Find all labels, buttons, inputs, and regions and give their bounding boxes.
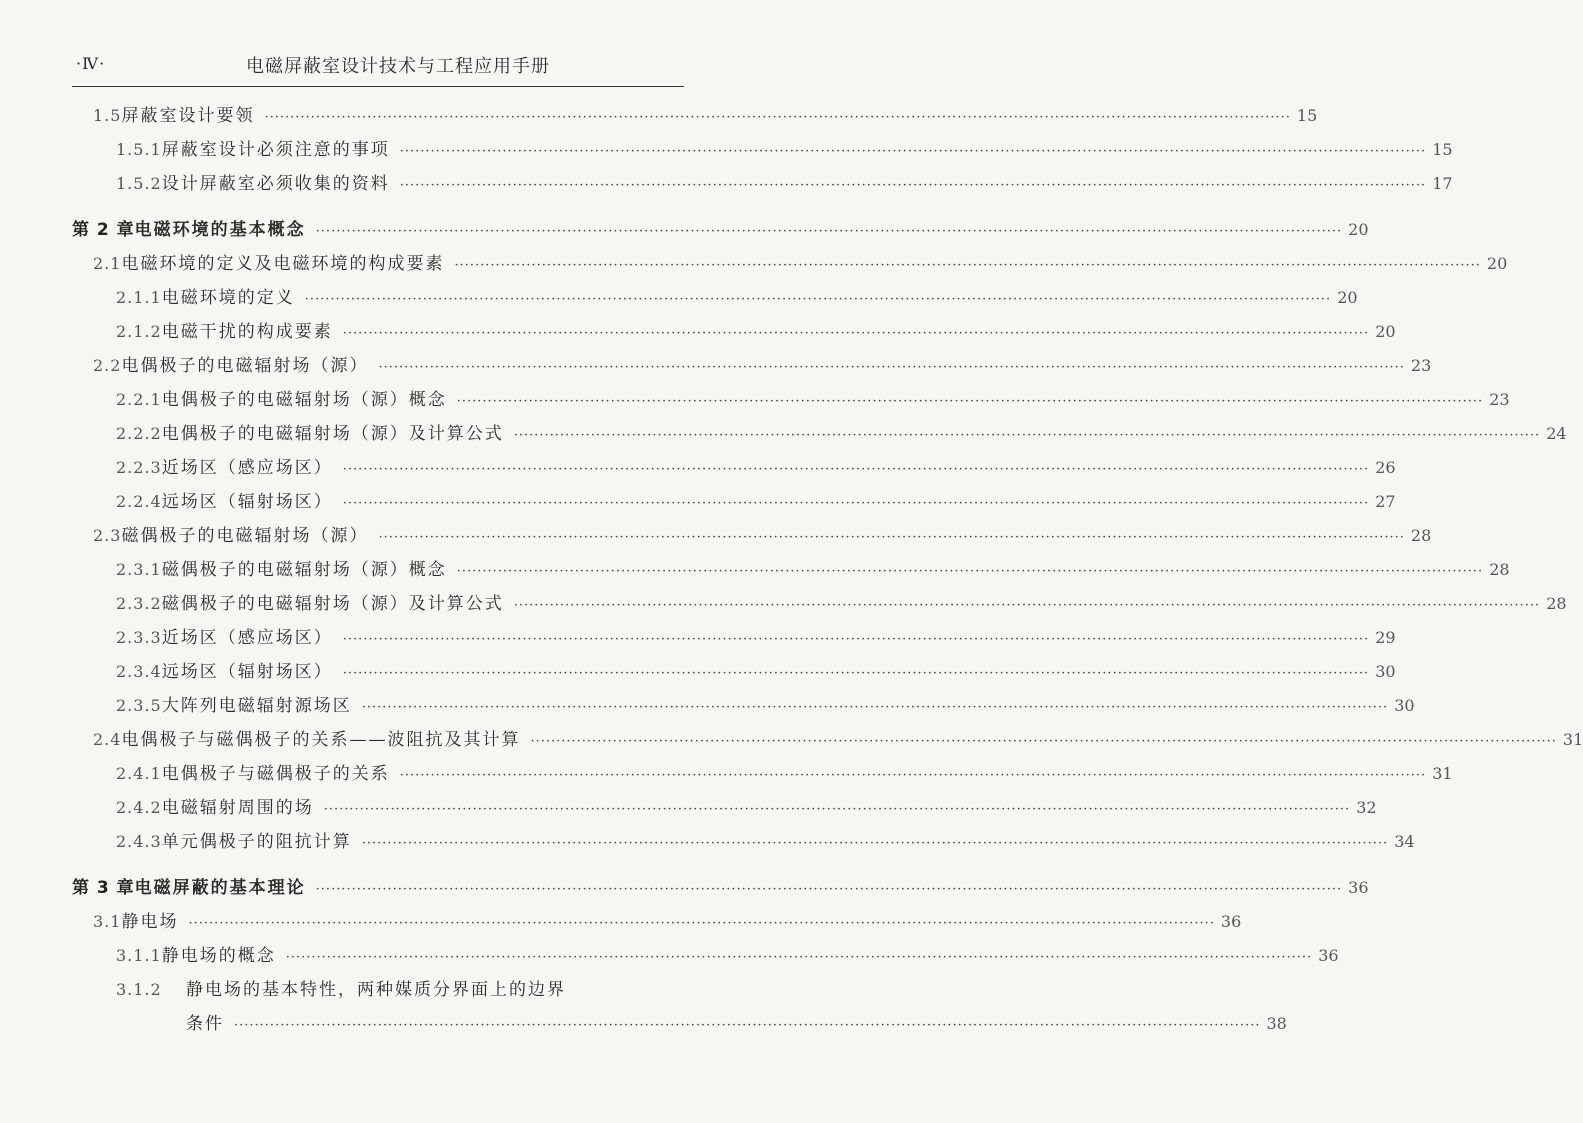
toc-entry-page: 20 <box>1375 322 1396 341</box>
toc-entry-page: 15 <box>1432 140 1453 159</box>
toc-entry-number: 2.2.4 <box>116 492 162 511</box>
toc-entry-page: 15 <box>1296 106 1318 125</box>
dot-leader: ········································································································································································································ <box>342 462 1370 477</box>
dot-leader: ········································································································································································································ <box>342 666 1370 681</box>
dot-leader: ········································································································································································································ <box>513 428 1541 443</box>
toc-chapter-entry[interactable] <box>0 871 1369 905</box>
dot-leader: ········································································································································································································ <box>454 258 1481 273</box>
dot-leader: ········································································································································································································ <box>399 178 1427 193</box>
toc-entry[interactable] <box>0 689 1415 723</box>
toc-entry-page: 32 <box>1356 798 1377 817</box>
toc-entry-title: 电偶极子的电磁辐射场（源） <box>121 356 369 376</box>
toc-entry-number: 2.3.5 <box>116 696 162 715</box>
toc-entry-title: 屏蔽室设计必须注意的事项 <box>161 140 390 160</box>
toc-entry[interactable] <box>0 281 1358 315</box>
book-title: 电磁屏蔽室设计技术与工程应用手册 <box>246 56 550 77</box>
toc-entry-page: 36 <box>1220 912 1242 931</box>
dot-leader: ········································································································································································································ <box>264 110 1291 125</box>
toc-entry[interactable] <box>0 825 1415 859</box>
toc-entry-title: 电磁环境的定义 <box>161 288 295 308</box>
toc-entry-page: 27 <box>1375 492 1396 511</box>
dot-leader: ········································································································································································································ <box>378 530 1405 545</box>
toc-entry-number: 3.1.1 <box>116 946 162 965</box>
toc-entry-number: 2.4.2 <box>116 798 162 817</box>
toc-entry-title: 大阵列电磁辐射源场区 <box>161 696 352 716</box>
toc-entry-title: 磁偶极子的电磁辐射场（源）概念 <box>161 560 447 580</box>
toc-entry-page: 20 <box>1337 288 1358 307</box>
toc-entry[interactable] <box>0 973 793 1007</box>
toc-entry-page: 34 <box>1394 832 1415 851</box>
dot-leader: ········································································································································································································ <box>285 950 1313 965</box>
header-rule <box>72 86 684 87</box>
toc-entry-number: 2.4 <box>93 730 122 749</box>
dot-leader: ········································································································································································································ <box>361 700 1389 715</box>
toc-entry-page: 29 <box>1375 628 1396 647</box>
toc-entry[interactable] <box>0 485 1396 519</box>
toc-entry[interactable] <box>0 315 1396 349</box>
toc-entry-number: 第 2 章 <box>72 220 135 240</box>
toc-entry[interactable] <box>0 519 1432 553</box>
dot-leader: ········································································································································································································ <box>378 360 1405 375</box>
dot-leader: ········································································································································································································ <box>456 564 1484 579</box>
toc-entry-title: 静电场的概念 <box>161 946 276 966</box>
toc-entry-title: 电磁干扰的构成要素 <box>161 322 333 342</box>
toc-entry[interactable] <box>0 417 1567 451</box>
toc-entry-page: 28 <box>1489 560 1510 579</box>
toc-entry-number: 2.2.3 <box>116 458 162 477</box>
dot-leader: ········································································································································································································ <box>399 144 1427 159</box>
toc-entry[interactable] <box>0 939 1339 973</box>
toc-entry[interactable] <box>0 553 1510 587</box>
toc-entry-number: 2.1 <box>93 254 122 273</box>
dot-leader: ········································································································································································································ <box>342 326 1370 341</box>
toc-entry-page: 31 <box>1562 730 1583 749</box>
toc-entry[interactable] <box>0 757 1453 791</box>
toc-entry-number: 2.3.1 <box>116 560 162 579</box>
toc-entry-page: 36 <box>1348 878 1369 897</box>
toc-entry-number: 2.4.1 <box>116 764 162 783</box>
toc-entry-number: 3.1 <box>93 912 122 931</box>
toc-entry[interactable] <box>0 451 1396 485</box>
toc-entry-number: 2.2.1 <box>116 390 162 409</box>
toc-entry-number: 1.5.2 <box>116 174 162 193</box>
dot-leader: ········································································································································································································ <box>342 632 1370 647</box>
toc-entry-number: 2.3 <box>93 526 122 545</box>
toc-chapter-entry[interactable] <box>0 213 1369 247</box>
dot-leader: ········································································································································································································ <box>315 224 1343 239</box>
toc-entry-title: 近场区（感应场区） <box>161 628 333 648</box>
dot-leader: ········································································································································································································ <box>513 598 1541 613</box>
toc-entry-number: 2.3.3 <box>116 628 162 647</box>
toc-entry[interactable] <box>0 621 1396 655</box>
toc-entry[interactable] <box>0 791 1377 825</box>
toc-entry-page: 28 <box>1410 526 1432 545</box>
toc-entry-title: 电偶极子的电磁辐射场（源）概念 <box>161 390 447 410</box>
toc-entry-title: 条件 <box>186 1014 224 1034</box>
toc-entry-title: 静电场的基本特性，两种媒质分界面上的边界 <box>186 980 566 1000</box>
page-number: ·Ⅳ· <box>76 54 106 73</box>
running-header <box>72 52 684 80</box>
dot-leader: ········································································································································································································ <box>342 496 1370 511</box>
dot-leader: ········································································································································································································ <box>234 1018 1261 1033</box>
toc-entry-number: 1.5.1 <box>116 140 162 159</box>
dot-leader: ········································································································································································································ <box>315 882 1343 897</box>
toc-entry-title: 近场区（感应场区） <box>161 458 333 478</box>
toc-entry[interactable] <box>0 723 1583 757</box>
toc-entry-number: 第 3 章 <box>72 878 135 898</box>
toc-entry-number: 2.2 <box>93 356 122 375</box>
toc-entry-title: 远场区（辐射场区） <box>161 662 333 682</box>
toc-entry-title: 电磁环境的基本概念 <box>134 220 306 240</box>
toc-entry-page: 30 <box>1394 696 1415 715</box>
toc-entry-title: 磁偶极子的电磁辐射场（源） <box>121 526 369 546</box>
toc-entry-title: 静电场 <box>121 912 179 932</box>
toc-entry-title: 电磁环境的定义及电磁环境的构成要素 <box>121 254 445 274</box>
toc-entry-title: 电磁屏蔽的基本理论 <box>134 878 306 898</box>
toc-entry[interactable] <box>0 587 1567 621</box>
toc-entry[interactable] <box>0 905 1242 939</box>
toc-entry-page: 20 <box>1348 220 1369 239</box>
toc-entry-number: 2.4.3 <box>116 832 162 851</box>
toc-entry-number: 2.1.2 <box>116 322 162 341</box>
toc-entry-number: 2.2.2 <box>116 424 162 443</box>
toc-entry-number: 2.3.2 <box>116 594 162 613</box>
toc-entry-page: 30 <box>1375 662 1396 681</box>
toc-entry[interactable] <box>0 133 1453 167</box>
toc-entry-title: 磁偶极子的电磁辐射场（源）及计算公式 <box>161 594 504 614</box>
toc-entry-title: 电偶极子的电磁辐射场（源）及计算公式 <box>161 424 504 444</box>
toc-entry-title: 设计屏蔽室必须收集的资料 <box>161 174 390 194</box>
toc-entry[interactable] <box>0 167 1453 201</box>
table-of-contents <box>0 99 1583 1041</box>
dot-leader: ········································································································································································································ <box>399 768 1427 783</box>
dot-leader: ········································································································································································································ <box>188 916 1215 931</box>
toc-entry-title: 电偶极子与磁偶极子的关系——波阻抗及其计算 <box>121 730 521 750</box>
toc-entry-title: 电磁辐射周围的场 <box>161 798 314 818</box>
toc-entry-page: 20 <box>1486 254 1508 273</box>
dot-leader: ········································································································································································································ <box>323 802 1351 817</box>
toc-entry[interactable] <box>0 247 1508 281</box>
dot-leader: ········································································································································································································ <box>304 292 1332 307</box>
toc-entry[interactable] <box>0 99 1318 133</box>
toc-entry-page: 26 <box>1375 458 1396 477</box>
toc-entry-page: 28 <box>1546 594 1567 613</box>
toc-entry-title: 远场区（辐射场区） <box>161 492 333 512</box>
toc-entry-page: 23 <box>1489 390 1510 409</box>
toc-entry-page: 31 <box>1432 764 1453 783</box>
toc-entry-number: 2.3.4 <box>116 662 162 681</box>
toc-entry[interactable] <box>0 383 1510 417</box>
dot-leader: ········································································································································································································ <box>530 734 1557 749</box>
dot-leader: ········································································································································································································ <box>456 394 1484 409</box>
toc-entry-page: 23 <box>1410 356 1432 375</box>
toc-entry-number: 3.1.2 <box>116 980 162 999</box>
toc-entry-number: 2.1.1 <box>116 288 162 307</box>
dot-leader: ········································································································································································································ <box>361 836 1389 851</box>
toc-entry[interactable] <box>0 1007 1287 1041</box>
toc-entry[interactable] <box>0 349 1432 383</box>
toc-entry-page: 36 <box>1318 946 1339 965</box>
toc-entry-title: 屏蔽室设计要领 <box>121 106 255 126</box>
toc-entry-title: 电偶极子与磁偶极子的关系 <box>161 764 390 784</box>
toc-entry[interactable] <box>0 655 1396 689</box>
toc-entry-page: 24 <box>1546 424 1567 443</box>
toc-entry-page: 17 <box>1432 174 1453 193</box>
toc-entry-title: 单元偶极子的阻抗计算 <box>161 832 352 852</box>
toc-entry-page: 38 <box>1266 1014 1287 1033</box>
toc-entry-number: 1.5 <box>93 106 122 125</box>
